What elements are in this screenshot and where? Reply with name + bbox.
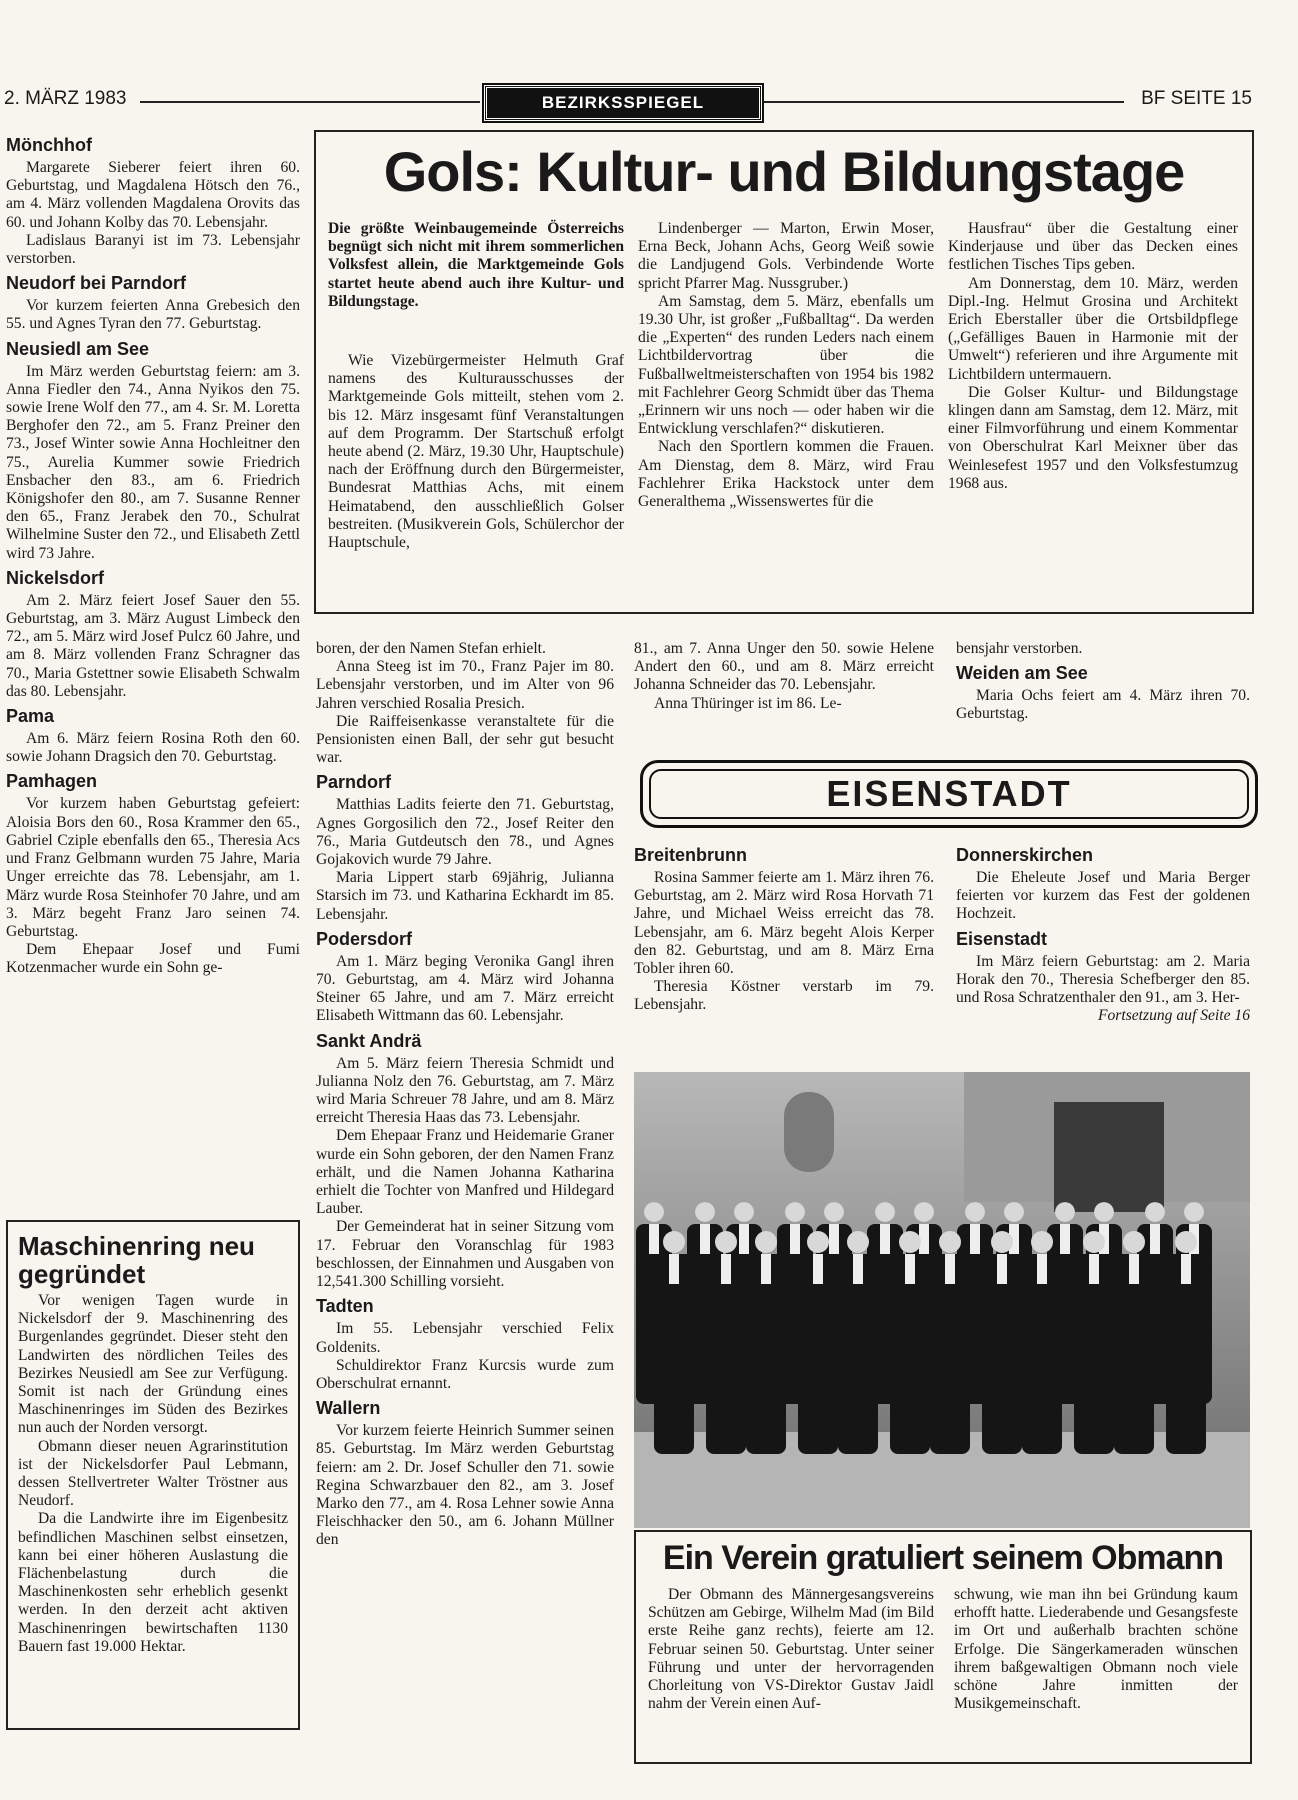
maschinenring-headline: Maschinenring neu gegründet (18, 1231, 255, 1289)
paragraph: Im 55. Lebensjahr verschied Felix Goldenits. (316, 1320, 614, 1356)
section-heading: Neudorf bei Parndorf (6, 273, 187, 294)
lead-paragraph: Die größte Weinbaugemeinde Österreichs begnügt sich nicht mit ihrem sommerlichen Volksfest allein, die Marktgemeinde Gols startet heute abend auch ihre Kultur- und Bildungstage. (328, 220, 624, 310)
paragraph: Am 2. März feiert Josef Sauer den 55. Geburtstag, am 3. März August Limbeck den 72., am 5. März wird Josef Pulcz 60 Jahre, und am 8. März vollenden Franz Schragner das 70., Maria Gstettner sowie Elisabeth Schwalm das 80. Lebensjahr. (6, 591, 300, 700)
paragraph: Im März feiern Geburtstag: am 2. Maria Horak den 70., Theresia Schefberger den 85. und Rosa Schratzenthaler den 91., am 3. Her- (956, 952, 1250, 1007)
paragraph: Vor wenigen Tagen wurde in Nickelsdorf der 9. Maschinenring des Burgenlandes gegründet. Dieser steht den Landwirten des nördlichen Teiles des Bezirkes Neusiedl am See zur Verfügung. Somit ist nach der Gründung eines Maschinenringes im Süden des Bezirkes nun auch der Norden versorgt. (18, 1292, 288, 1437)
main-col-1 (328, 352, 624, 552)
paragraph: Theresia Köstner verstarb im 79. Lebensjahr. (634, 978, 934, 1014)
issue-date: 2. MÄRZ 1983 (4, 88, 127, 109)
verein-headline: Ein Verein gratuliert seinem Obmann (662, 1539, 1224, 1577)
paragraph: Lindenberger — Marton, Erwin Moser, Erna Beck, Johann Achs, Georg Weiß sowie die Landjugend Gols. Verbindende Worte spricht Pfarrer Mag. Nussgruber.) (638, 220, 934, 292)
paragraph: Dem Ehepaar Franz und Heidemarie Graner wurde ein Sohn geboren, der den Namen Franz erhält, und die Namen Johanna Katharina erhielt die Tochter von Manfred und Hildegard Lauber. (316, 1127, 614, 1218)
section-heading: Parndorf (316, 772, 392, 793)
page-number: BF SEITE 15 (1141, 88, 1252, 109)
paragraph: Maria Ochs feiert am 4. März ihren 70. Geburtstag. (956, 687, 1250, 723)
section-heading: Eisenstadt (956, 928, 1048, 949)
paragraph: Nach den Sportlern kommen die Frauen. Am Dienstag, dem 8. März, wird Frau Fachlehrer Erika Hackstock unter dem Generalthema „Wissenswertes für die (638, 438, 934, 511)
eisenstadt-col-1 (634, 840, 934, 1015)
paragraph: Der Obmann des Männergesangsvereins Schützen am Gebirge, Wilhelm Mad (im Bild erste Reihe ganz rechts), feierte am 12. Februar seinen 50. Geburtstag. Unter seiner Führung und unter der hervorragenden Chorleitung von VS-Direktor Gustav Jaidl nahm der Verein einen Auf- (648, 1586, 934, 1713)
paragraph: Rosina Sammer feierte am 1. März ihren 76. Geburtstag, am 2. März wird Rosa Horvath 71 Jahre, und Michael Weiss erreicht das 78. Lebensjahr, am 6. März begeht Alois Kerper den 82. Geburtstag, und am 8. März Erna Tobler ihren 60. (634, 869, 934, 978)
main-col-3 (948, 220, 1238, 493)
paragraph: Wie Vizebürgermeister Helmuth Graf namens des Kulturausschusses der Marktgemeinde Gols mitteilt, stehen vom 2. bis 12. März insgesamt fünf Veranstaltungen auf dem Programm. Der Startschuß erfolgt heute abend (2. März, 19.30 Uhr, Hauptschule) nach der Eröffnung durch den Bürgermeister, Bundesrat Matthias Achs, mit einem Heimatabend, den ausschließlich Golser bestreiten. (Musikverein Gols, Schülerchor der Hauptschule, (328, 352, 624, 552)
paragraph: Margarete Sieberer feiert ihren 60. Geburtstag, und Magdalena Hötsch den 76., am 4. März vollenden Magdalena Orovits das 60. und Johann Kolby das 70. Lebensjahr. (6, 159, 300, 231)
paragraph: Obmann dieser neuen Agrarinstitution ist der Nickelsdorfer Paul Lebmann, dessen Stellvertreter Walter Tröstner aus Neudorf. (18, 1437, 288, 1510)
middle-column (316, 640, 614, 1550)
paragraph: Anna Steeg ist im 70., Franz Pajer im 80. Lebensjahr verstorben, und im Alter von 96 Jahren verschied Rosalia Presich. (316, 658, 614, 712)
verein-col-2 (954, 1586, 1238, 1713)
paragraph: Am Samstag, dem 5. März, ebenfalls um 19.30 Uhr, ist großer „Fußballtag“. Da werden die „Experten“ des runden Leders nach einem Lichtbildervortrag über die Fußballweltmeisterschaften von 1954 bis 1982 mit Fachlehrer Georg Schmidt über das Thema „Erinnern wir uns noch — oder haben wir die Entwicklung verschlafen?“ diskutieren. (638, 292, 934, 438)
paragraph: Der Gemeinderat hat in seiner Sitzung vom 17. Februar den Voranschlag für 1983 beschlossen, der Einnahmen und Ausgaben von 12,541.300 Schilling vorsieht. (316, 1218, 614, 1291)
eisenstadt-col-2 (956, 840, 1250, 1025)
paragraph: Vor kurzem haben Geburtstag gefeiert: Aloisia Bors den 60., Rosa Krammer den 65., Gabriel Cziple ebenfalls den 65., Theresia Acs und Franz Gelbmann wurden 75 Jahre, Maria Unger erreichte das 78. Lebensjahr, am 1. März wurde Rosa Steinhofer 70 Jahre, und am 3. März begeht Franz Jaro seinen 74. Geburtstag. (6, 795, 300, 940)
left-column (6, 130, 300, 978)
section-heading: Sankt Andrä (316, 1030, 422, 1051)
section-label: BEZIRKSSPIEGEL (484, 85, 762, 121)
maschinenring-box (6, 1220, 300, 1730)
paragraph: Dem Ehepaar Josef und Fumi Kotzenmacher wurde ein Sohn ge- (6, 941, 300, 977)
choir-photo (634, 1072, 1250, 1528)
section-heading: Wallern (316, 1398, 381, 1419)
paragraph: Anna Thüringer ist im 86. Le- (654, 694, 842, 712)
verein-col-1 (648, 1586, 934, 1713)
main-lead (328, 220, 624, 311)
paragraph: Vor kurzem feierte Heinrich Summer seinen 85. Geburtstag. Im März werden Geburtstag feiern: am 2. Dr. Josef Schuller den 71. sowie Regina Schwarzbauer den 82., am 3. Josef Marko den 77., am 4. Rosa Lehner sowie Anna Fleischhacker den 50., am 6. Johann Müllner den (316, 1422, 614, 1549)
eisenstadt-banner-label: EISENSTADT (649, 769, 1249, 819)
paragraph: Schuldirektor Franz Kurcsis wurde zum Oberschulrat ernannt. (316, 1356, 614, 1392)
page-header (0, 88, 1298, 114)
paragraph: Am 5. März feiern Theresia Schmidt und Julianna Nolz den 76. Geburtstag, am 7. März wird Maria Schreuer 78 Jahre, und am 8. März erreicht Theresia Haas das 73. Lebensjahr. (316, 1054, 614, 1127)
section-heading: Pama (6, 706, 55, 727)
continued-note: Fortsetzung auf Seite 16 (1097, 1007, 1250, 1025)
paragraph: Am 1. März beging Veronika Gangl ihren 70. Geburtstag, am 4. März wird Johanna Steiner 65 Jahre, und am 7. März erreicht Elisabeth Wittmann das 60. Lebensjahr. (316, 952, 614, 1025)
paragraph: Die Eheleute Josef und Maria Berger feierten vor kurzem das Fest der goldenen Hochzeit. (956, 869, 1250, 923)
main-headline: Gols: Kultur- und Bildungstage (383, 140, 1185, 203)
main-col-2 (638, 220, 934, 511)
choir-photo-image (634, 1072, 1250, 1528)
section-heading: Pamhagen (6, 771, 98, 792)
upper-right-col-2 (956, 640, 1250, 724)
verein-box (634, 1530, 1252, 1764)
paragraph: Vor kurzem feierten Anna Grebesich den 55. und Agnes Tyran den 77. Geburtstag. (6, 297, 300, 333)
section-heading: Donnerskirchen (956, 845, 1094, 865)
main-article-box (314, 130, 1254, 614)
paragraph: Maria Lippert starb 69jährig, Julianna Starsich im 73. und Katharina Eckhardt im 85. Lebensjahr. (316, 869, 614, 923)
section-heading: Neusiedl am See (6, 338, 150, 359)
paragraph: 81., am 7. Anna Unger den 50. sowie Helene Andert den 60., und am 8. März erreicht Johanna Schneider das 70. Lebensjahr. (634, 640, 934, 694)
paragraph: Im März werden Geburtstag feiern: am 3. Anna Fiedler den 74., Anna Nyikos den 75. sowie Irene Wolf den 77., am 4. Sr. M. Loretta Berghofer den 72., am 5. Franz Preiner den 73., Josef Winter sowie Anna Hochleitner den 75., Aurelia Kummer sowie Friedrich Ensbacher den 83., am 6. Friedrich Königshofer den 80., am 7. Susanne Renner den 65., Franz Jerabek den 70., Schulrat Wilhelmine Suster den 72., und Elisabeth Zettl wird 73 Jahre. (6, 362, 300, 562)
paragraph: Am 6. März feiern Rosina Roth den 60. sowie Johann Dragsich den 70. Geburtstag. (6, 730, 300, 766)
paragraph: Am Donnerstag, dem 10. März, werden Dipl.-Ing. Helmut Grosina und Architekt Erich Eberstaller über die Ortsbildpflege („Gefälliges Bauen in Harmonie mit der Umwelt“) referieren und ihre Argumente mit Lichtbildern untermauern. (948, 274, 1238, 383)
paragraph: schwung, wie man ihn bei Gründung kaum erhofft hatte. Liederabende und Gesangsfeste im Ort und außerhalb brachten schöne Erfolge. Die Sängerkameraden wünschen ihrem baßgewaltigen Obmann noch viele schöne Jahre inmitten der Musikgemeinschaft. (954, 1586, 1238, 1713)
paragraph: Da die Landwirte ihre im Eigenbesitz befindlichen Maschinen selbst einsetzen, kann bei einer höheren Auslastung die Flächenbelastung durch die Maschinenkosten sehr erheblich gesenkt werden. In den derzeit acht aktiven Maschinenringen bewirtschaften 1130 Bauern fast 19.000 Hektar. (18, 1510, 288, 1655)
paragraph: Die Golser Kultur- und Bildungstage klingen dann am Samstag, dem 12. März, mit einer Filmvorführung und einem Kommentar von Oberschulrat Karl Meixner über das Weinlesefest 1957 und den Volksfestumzug 1968 aus. (948, 383, 1238, 492)
upper-right-col-1 (634, 640, 934, 713)
section-heading: Mönchhof (6, 135, 92, 155)
section-heading: Nickelsdorf (6, 567, 105, 588)
paragraph: Matthias Ladits feierte den 71. Geburtstag, Agnes Gorgosilich den 72., Josef Reiter den 76., Maria Gutdeutsch den 78., und Agnes Gojakovich wurde 79 Jahre. (316, 796, 614, 869)
paragraph: Die Raiffeisenkasse veranstaltete für die Pensionisten einen Ball, der sehr gut besucht war. (316, 712, 614, 767)
section-heading: Tadten (316, 1296, 374, 1317)
section-heading: Breitenbrunn (634, 845, 748, 865)
paragraph: Ladislaus Baranyi ist im 73. Lebensjahr verstorben. (6, 231, 300, 268)
section-heading: Podersdorf (316, 928, 413, 949)
paragraph: Hausfrau“ über die Gestaltung einer Kinderjause und über das Decken eines festlichen Tisches Tips geben. (948, 220, 1238, 274)
header-rule-left (140, 101, 480, 103)
paragraph: boren, der den Namen Stefan erhielt. (316, 640, 546, 657)
maschinenring-body (18, 1292, 288, 1656)
paragraph: bensjahr verstorben. (956, 640, 1083, 657)
section-heading: Weiden am See (956, 663, 1088, 684)
eisenstadt-banner (640, 760, 1258, 828)
header-rule-right (762, 101, 1124, 103)
